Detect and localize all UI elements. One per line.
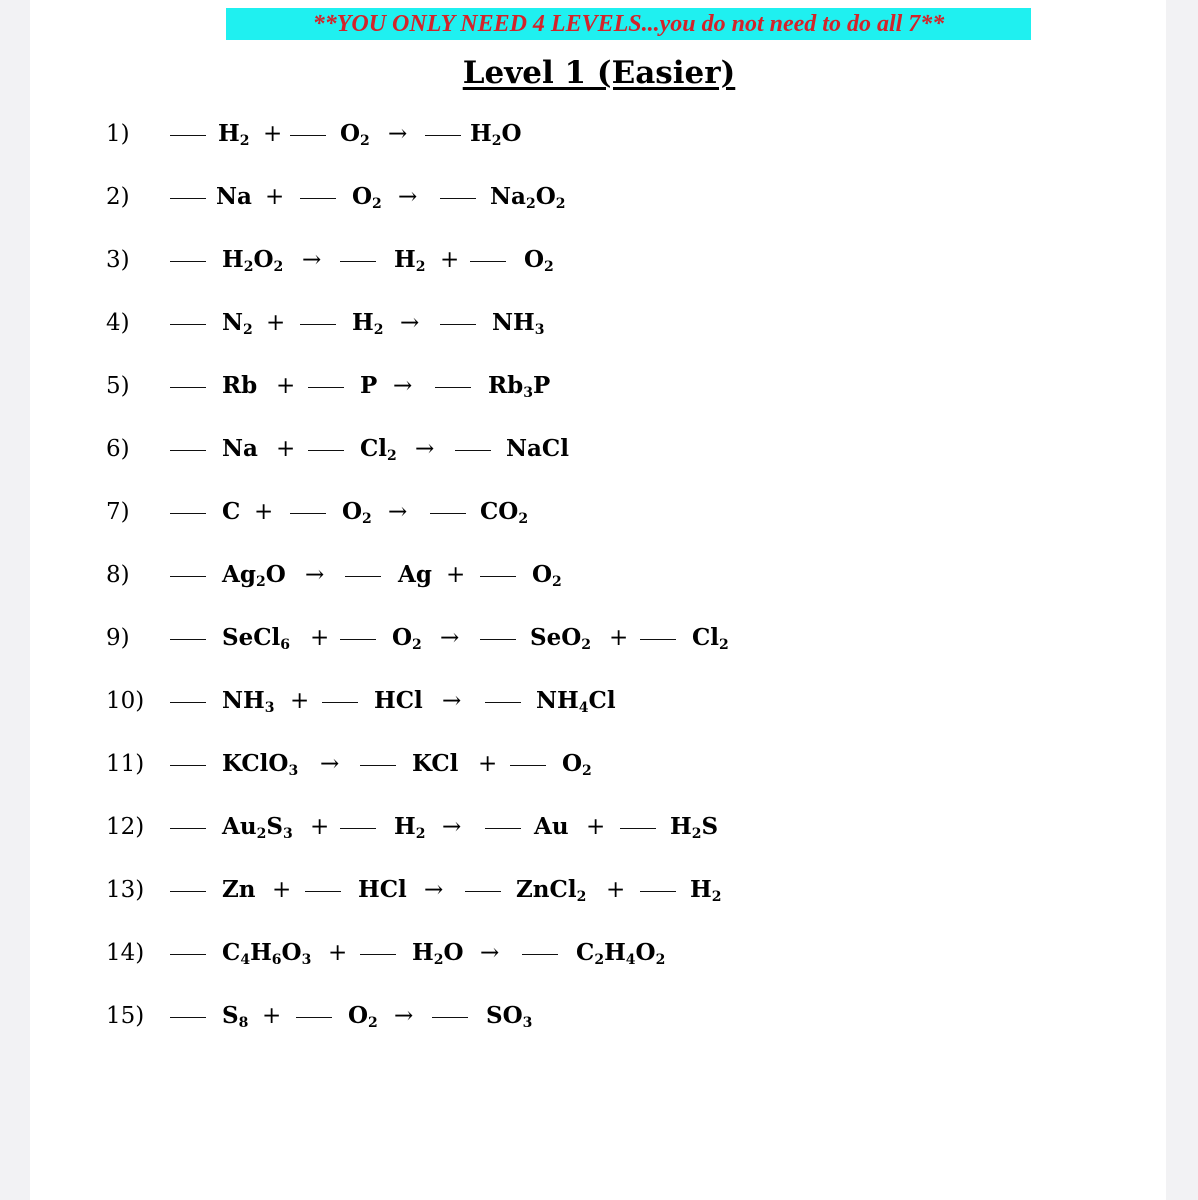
reaction-arrow: → — [388, 121, 408, 147]
coefficient-blank[interactable] — [308, 450, 344, 451]
chemical-formula: $N_2$ — [222, 309, 253, 338]
coefficient-blank[interactable] — [305, 891, 341, 892]
equation-number: 14) — [106, 940, 145, 966]
equation-row — [0, 366, 1198, 406]
chemical-formula: $O_2$ — [342, 498, 372, 527]
coefficient-blank[interactable] — [440, 324, 476, 325]
chemical-formula: $O_2$ — [524, 246, 554, 275]
reaction-arrow: → — [424, 877, 444, 903]
equation-number: 7) — [106, 499, 130, 525]
equation-number: 13) — [106, 877, 145, 903]
plus-sign: + — [606, 877, 626, 903]
coefficient-blank[interactable] — [640, 891, 676, 892]
equation-row — [0, 807, 1198, 847]
reaction-arrow: → — [442, 814, 462, 840]
coefficient-blank[interactable] — [345, 576, 381, 577]
chemical-formula: $CO_2$ — [480, 498, 529, 527]
chemical-formula: $H_2$ — [394, 813, 426, 842]
plus-sign: + — [276, 373, 296, 399]
reaction-arrow: → — [305, 562, 325, 588]
chemical-formula: HCl — [374, 687, 423, 714]
equation-row — [0, 240, 1198, 280]
coefficient-blank[interactable] — [170, 135, 206, 136]
chemical-formula: KClO$_3$ — [222, 750, 299, 779]
coefficient-blank[interactable] — [170, 576, 206, 577]
reaction-arrow: → — [320, 751, 340, 777]
equation-row — [0, 114, 1198, 154]
coefficient-blank[interactable] — [308, 387, 344, 388]
chemical-formula: $O_2$ — [392, 624, 422, 653]
reaction-arrow: → — [400, 310, 420, 336]
chemical-formula: $H_2$ — [690, 876, 722, 905]
equation-number: 6) — [106, 436, 130, 462]
equation-row — [0, 177, 1198, 217]
plus-sign: + — [254, 499, 274, 525]
coefficient-blank[interactable] — [170, 891, 206, 892]
coefficient-blank[interactable] — [170, 765, 206, 766]
equation-row — [0, 492, 1198, 532]
chemical-formula: $O_2$ — [352, 183, 382, 212]
chemical-formula: $NH_3$ — [222, 687, 275, 716]
coefficient-blank[interactable] — [290, 135, 326, 136]
equation-number: 3) — [106, 247, 130, 273]
chemical-formula: KCl — [412, 750, 459, 777]
coefficient-blank[interactable] — [480, 639, 516, 640]
reaction-arrow: → — [440, 625, 460, 651]
coefficient-blank[interactable] — [170, 702, 206, 703]
equation-number: 15) — [106, 1003, 145, 1029]
coefficient-blank[interactable] — [522, 954, 558, 955]
chemical-formula: $H_2$ — [218, 120, 250, 149]
reaction-arrow: → — [388, 499, 408, 525]
equation-row — [0, 555, 1198, 595]
coefficient-blank[interactable] — [300, 198, 336, 199]
coefficient-blank[interactable] — [455, 450, 491, 451]
coefficient-blank[interactable] — [432, 1017, 468, 1018]
chemical-formula: $Ag_2O$ — [222, 561, 286, 590]
reaction-arrow: → — [302, 247, 322, 273]
chemical-formula: $H_2$ — [394, 246, 426, 275]
plus-sign: + — [328, 940, 348, 966]
plus-sign: + — [446, 562, 466, 588]
coefficient-blank[interactable] — [170, 261, 206, 262]
reaction-arrow: → — [393, 373, 413, 399]
plus-sign: + — [262, 1003, 282, 1029]
instruction-banner: **YOU ONLY NEED 4 LEVELS...you do not need to do all 7** — [226, 8, 1031, 40]
chemical-formula: $H_2S$ — [670, 813, 719, 842]
coefficient-blank[interactable] — [480, 576, 516, 577]
coefficient-blank[interactable] — [296, 1017, 332, 1018]
equation-number: 11) — [106, 751, 145, 777]
chemical-formula: $NH_4Cl$ — [536, 687, 616, 716]
chemical-formula: $O_2$ — [562, 750, 592, 779]
chemical-formula: $Na_2O_2$ — [490, 183, 566, 212]
equation-row — [0, 618, 1198, 658]
equation-number: 2) — [106, 184, 130, 210]
coefficient-blank[interactable] — [465, 891, 501, 892]
coefficient-blank[interactable] — [170, 198, 206, 199]
chemical-formula: $H_2O$ — [470, 120, 522, 149]
plus-sign: + — [609, 625, 629, 651]
coefficient-blank[interactable] — [340, 639, 376, 640]
chemical-formula: HCl — [358, 876, 407, 903]
chemical-formula: $NH_3$ — [492, 309, 545, 338]
coefficient-blank[interactable] — [485, 702, 521, 703]
plus-sign: + — [276, 436, 296, 462]
coefficient-blank[interactable] — [290, 513, 326, 514]
chemical-formula: $O_2$ — [532, 561, 562, 590]
chemical-formula: $Rb_3P$ — [488, 372, 551, 401]
equation-number: 4) — [106, 310, 130, 336]
plus-sign: + — [310, 625, 330, 651]
coefficient-blank[interactable] — [640, 639, 676, 640]
chemical-formula: Zn — [222, 876, 256, 903]
chemical-formula: $O_2$ — [340, 120, 370, 149]
chemical-formula: P — [360, 372, 378, 399]
coefficient-blank[interactable] — [340, 261, 376, 262]
chemical-formula: SeO$_2$ — [530, 624, 592, 653]
coefficient-blank[interactable] — [620, 828, 656, 829]
reaction-arrow: → — [480, 940, 500, 966]
equation-number: 12) — [106, 814, 145, 840]
chemical-formula: Na — [216, 183, 252, 210]
coefficient-blank[interactable] — [170, 1017, 206, 1018]
chemical-formula: Au — [534, 813, 569, 840]
plus-sign: + — [263, 121, 283, 147]
reaction-arrow: → — [415, 436, 435, 462]
chemical-formula: $H_2O_2$ — [222, 246, 284, 275]
equation-row — [0, 303, 1198, 343]
reaction-arrow: → — [442, 688, 462, 714]
equation-row — [0, 429, 1198, 469]
coefficient-blank[interactable] — [170, 324, 206, 325]
coefficient-blank[interactable] — [430, 513, 466, 514]
equation-number: 9) — [106, 625, 130, 651]
chemical-formula: C — [222, 498, 241, 525]
chemical-formula: $C_2H_4O_2$ — [576, 939, 666, 968]
plus-sign: + — [266, 310, 286, 336]
chemical-formula: Ag — [398, 561, 432, 588]
coefficient-blank[interactable] — [170, 828, 206, 829]
plus-sign: + — [440, 247, 460, 273]
chemical-formula: Rb — [222, 372, 258, 399]
chemical-formula: $H_2$ — [352, 309, 384, 338]
reaction-arrow: → — [398, 184, 418, 210]
equation-row — [0, 870, 1198, 910]
chemical-formula: Na — [222, 435, 258, 462]
chemical-formula: $Au_2S_3$ — [222, 813, 293, 842]
chemical-formula: $Cl_2$ — [692, 624, 729, 653]
plus-sign: + — [290, 688, 310, 714]
chemical-formula: $O_2$ — [348, 1002, 378, 1031]
coefficient-blank[interactable] — [170, 387, 206, 388]
equation-number: 1) — [106, 121, 130, 147]
chemical-formula: $S_8$ — [222, 1002, 249, 1031]
level-title: Level 1 (Easier) — [462, 55, 736, 91]
plus-sign: + — [478, 751, 498, 777]
coefficient-blank[interactable] — [170, 513, 206, 514]
coefficient-blank[interactable] — [425, 135, 461, 136]
reaction-arrow: → — [394, 1003, 414, 1029]
coefficient-blank[interactable] — [510, 765, 546, 766]
coefficient-blank[interactable] — [170, 450, 206, 451]
chemical-formula: NaCl — [506, 435, 569, 462]
coefficient-blank[interactable] — [300, 324, 336, 325]
coefficient-blank[interactable] — [170, 639, 206, 640]
equation-number: 5) — [106, 373, 130, 399]
chemical-formula: $Cl_2$ — [360, 435, 397, 464]
coefficient-blank[interactable] — [322, 702, 358, 703]
plus-sign: + — [265, 184, 285, 210]
chemical-formula: ZnCl$_2$ — [516, 876, 587, 905]
chemical-formula: $C_4H_6O_3$ — [222, 939, 312, 968]
chemical-formula: $SO_3$ — [486, 1002, 533, 1031]
plus-sign: + — [272, 877, 292, 903]
coefficient-blank[interactable] — [340, 828, 376, 829]
equation-row — [0, 744, 1198, 784]
coefficient-blank[interactable] — [435, 387, 471, 388]
chemical-formula: SeCl$_6$ — [222, 624, 291, 653]
equation-number: 8) — [106, 562, 130, 588]
coefficient-blank[interactable] — [360, 954, 396, 955]
chemical-formula: $H_2O$ — [412, 939, 464, 968]
coefficient-blank[interactable] — [470, 261, 506, 262]
plus-sign: + — [586, 814, 606, 840]
coefficient-blank[interactable] — [360, 765, 396, 766]
plus-sign: + — [310, 814, 330, 840]
equation-row — [0, 996, 1198, 1036]
coefficient-blank[interactable] — [170, 954, 206, 955]
equation-row — [0, 681, 1198, 721]
coefficient-blank[interactable] — [440, 198, 476, 199]
equation-number: 10) — [106, 688, 145, 714]
coefficient-blank[interactable] — [485, 828, 521, 829]
equation-row — [0, 933, 1198, 973]
